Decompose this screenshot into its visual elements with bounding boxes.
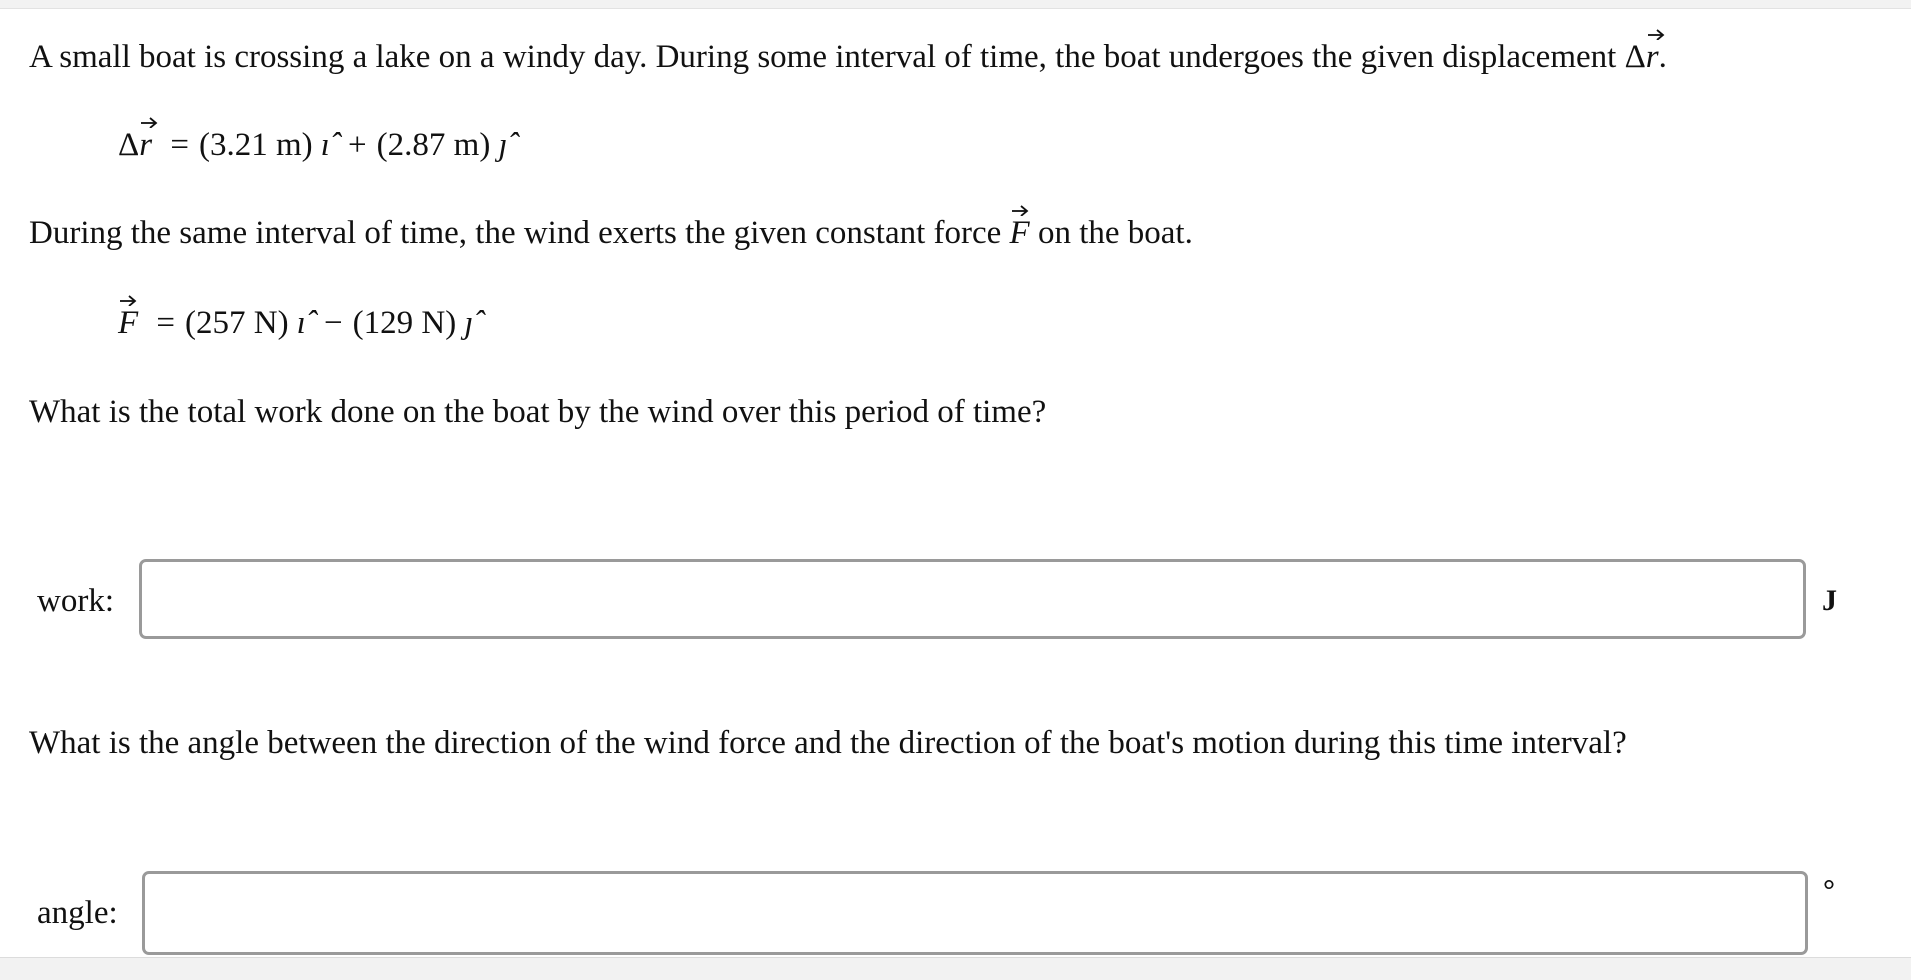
force-intro-end: on the boat. [1037,215,1193,251]
force-symbol-inline: F [1010,213,1030,253]
equals-sign: = [156,305,176,341]
plus-sign: + [348,127,367,163]
angle-input[interactable] [142,871,1808,955]
unit-vector-i: ı̂ [296,305,306,341]
vector-arrow-icon [119,294,137,306]
displacement-equation [118,125,507,165]
displacement-y-term: (2.87 m) [376,127,491,163]
equals-sign: = [170,127,189,163]
work-answer-row [0,559,1911,649]
work-input[interactable] [139,559,1806,639]
angle-label: angle: [37,895,118,931]
work-unit: J [1822,584,1837,617]
vector-arrow-icon [1011,204,1029,216]
force-equation [118,303,473,343]
displacement-symbol-inline: Δr [1625,39,1659,75]
unit-vector-j: ȷ̂ [464,305,474,341]
intro-text [29,37,1667,77]
intro-period: . [1658,39,1667,75]
displacement-x-term: (3.21 m) [198,127,313,163]
question-panel [0,8,1911,958]
force-vector-symbol: F [118,303,138,343]
intro-sentence: A small boat is crossing a lake on a windy day. During some interval of time, the boat undergoes the given displacement [29,39,1617,75]
unit-vector-j: ȷ̂ [498,127,508,163]
degree-unit: ° [1823,874,1835,907]
vector-arrow-icon [140,116,158,128]
vector-arrow-icon [1647,28,1665,40]
minus-sign: − [324,305,343,341]
angle-question: What is the angle between the direction of the wind force and the direction of the boat's motion during this time interval? [29,725,1627,761]
work-label: work: [37,583,114,619]
force-x-term: (257 N) [185,305,289,341]
force-y-term: (129 N) [352,305,457,341]
force-intro-sentence: During the same interval of time, the wind exerts the given constant force [29,215,1002,251]
unit-vector-i: ı̂ [320,127,330,163]
force-intro-text [29,213,1193,253]
work-question: What is the total work done on the boat by the wind over this period of time? [29,394,1047,430]
delta-symbol: Δ [118,127,140,163]
displacement-vector-symbol: r [139,125,152,165]
angle-answer-row [0,871,1911,957]
